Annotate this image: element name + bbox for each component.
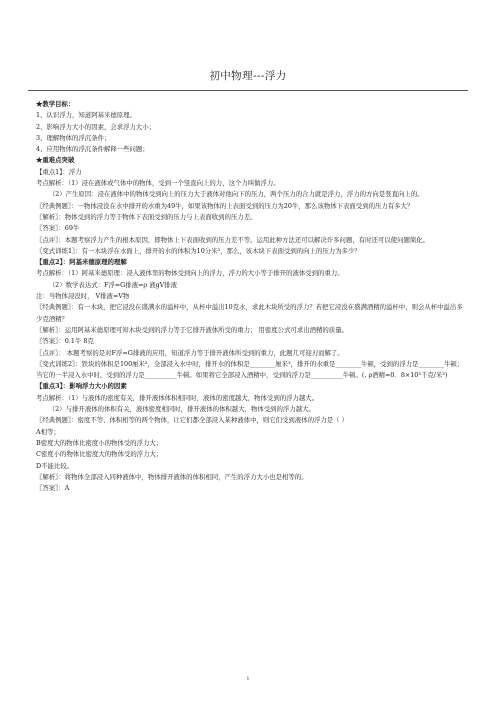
text-line: 1、认识浮力，知道阿基米德原理。 bbox=[36, 111, 136, 120]
text-line: 〖答案〗：0.1牛 8克 bbox=[36, 337, 94, 346]
text-line: 3、理解物体的浮沉条件； bbox=[36, 133, 111, 142]
text-line: ★教学目标： bbox=[36, 100, 75, 108]
text-line: 〖点评〗： 本题考察的是对F浮=G排液的应用，知道浮力等于排开液体所受到的重力，此题几可迎刃而解了。 bbox=[36, 348, 344, 357]
text-line: 〖经典例题〗：有一木块，把它浸没在盛满水的溢杯中，从杯中溢出10克水，求此木块所受的浮力？若把它浸没在盛满酒精的溢杯中，则会从杯中溢出多少克酒精？ bbox=[36, 303, 463, 323]
text-line: 〖经典例题〗：密度不等、体积相等的两个物体，让它们都全部浸入某种液体中，则它们受到液体的浮力是（ ） bbox=[36, 416, 348, 425]
text-line: 〖变式训练1〗：有一木块浮在水面上，排开的水的体积为10分米³，那么，该木块下表面受到的向上的压力为多少？ bbox=[36, 246, 361, 255]
text-line: （2）产生原因：浸在液体中的物体受到向上的压力大于液体对他向下的压力，两个压力的合力就是浮力，浮力的方向是竖直向上的。 bbox=[48, 190, 424, 199]
text-line: 〖经典例题〗：一物体浸没在水中排开的水重为49牛，如果该物体的上表面受到的压力为20牛，那么该物体下表面受到的压力有多大？ bbox=[36, 201, 414, 210]
text-line: 考点解析：（1）浸在液体或气体中的物体，受到一个竖直向上的力，这个力叫做浮力。 bbox=[36, 179, 280, 188]
text-line: 【重点1】：浮力 bbox=[36, 167, 82, 176]
text-line: 〖点评〗：本题考察浮力产生的根本原因，即物体上下表面收到的压力差不等。运用此种方法还可以解决许多问题，有时还可以使问题简化。 bbox=[36, 235, 430, 244]
text-line: 〖解析〗：将物体全部浸入同种液体中，物体排开液体的体积相同，产生的浮力大小也是相等的。 bbox=[36, 472, 308, 481]
text-line: 〖解析〗：物体受到的浮力等于物体下表面受到的压力与上表面收到的压力差。 bbox=[36, 212, 257, 221]
text-line: A相等； bbox=[36, 427, 60, 436]
text-line: ★重难点突破 bbox=[36, 156, 75, 165]
text-line: （2）数学表达式：F浮=G排液=ρ 液gV排液 bbox=[48, 280, 178, 289]
document-body bbox=[36, 99, 464, 494]
text-line: 考点解析：（1）阿基米德原理：浸入液体里的物体受到向上的浮力，浮力的大小等于排开的液体受到的重力。 bbox=[36, 269, 344, 278]
text-line: 〖答案〗：A bbox=[36, 484, 70, 493]
text-line: 【重点2】：阿基米德原理的理解 bbox=[36, 258, 127, 267]
page-title: 初中物理---浮力 bbox=[209, 70, 287, 82]
text-line: 4、应用物体的浮沉条件解释一些问题； bbox=[36, 145, 149, 154]
text-line: D不能比较。 bbox=[36, 461, 74, 470]
text-line: 〖解析〗：运用阿基米德原理可知木块受到的浮力等于它排开液体所受的重力； 用密度公式可求出酒精的质量。 bbox=[36, 325, 348, 334]
text-line: B密度大的物体比密度小的物体受的浮力大； bbox=[36, 438, 163, 447]
text-line: （2）与排开液体的体积有关，液体密度相同时，排开液体的体积越大，物体受到的浮力越大。 bbox=[48, 405, 315, 414]
text-line: 〖答案〗：69牛 bbox=[36, 224, 80, 233]
text-line: 2、影响浮力大小的因素，会求浮力大小； bbox=[36, 122, 156, 131]
text-line: 〖变式训练2〗：铁块的体积是100厘米³，全部浸入水中时，排开水的体积是________厘米³，排开的水重是________牛顿，受到的浮力是________牛顿；当它的一半浸入水中时，受到的浮力是__________牛顿。如果将它全部浸入酒精中，受到的浮力是__________牛顿。(. ρ酒精=0．8×10³千克/米³) bbox=[36, 359, 464, 380]
text-line: 【重点3】：影响浮力大小的因素 bbox=[36, 382, 127, 391]
text-line: C密度小的物体比密度大的物体受的浮力大； bbox=[36, 450, 163, 459]
text-line: 考点解析：（1）与液体的密度有关，排开液体体积相同时，液体的密度越大，物体受到的浮力越大。 bbox=[36, 393, 319, 402]
text-line: 注：当物体浸没时， V排液=V物 bbox=[36, 292, 130, 301]
page-number: 1 bbox=[246, 676, 250, 682]
header-rule bbox=[28, 90, 468, 91]
